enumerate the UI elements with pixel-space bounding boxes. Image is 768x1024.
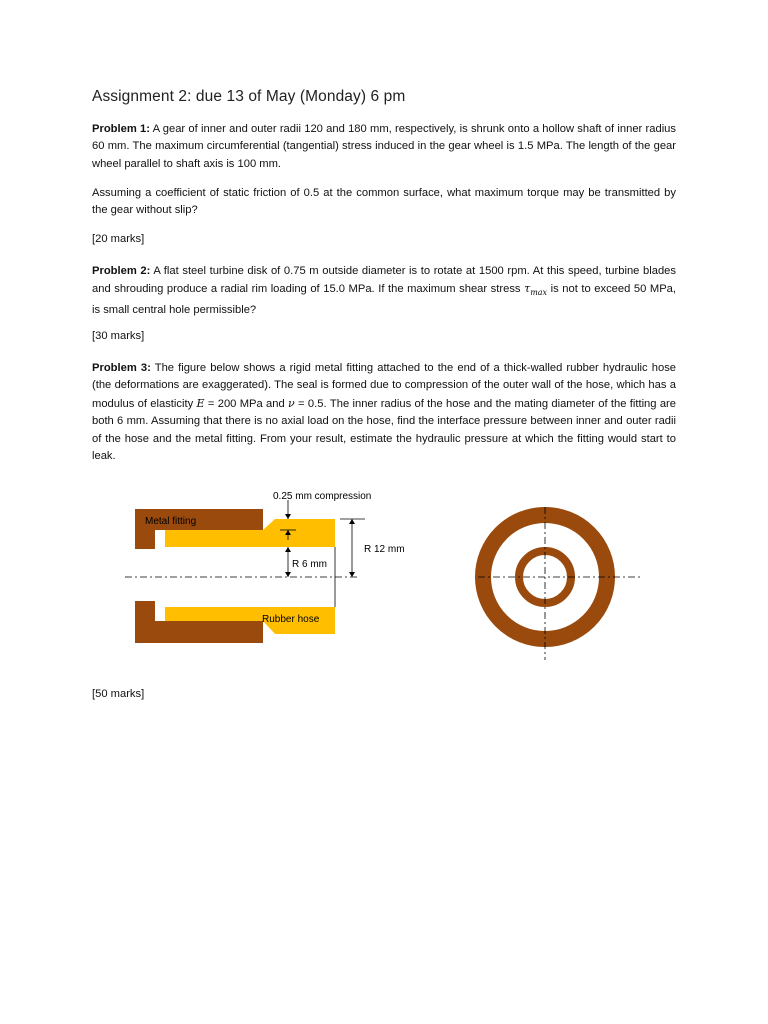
r12-label: R 12 mm (364, 544, 405, 555)
modulus-symbol: E (196, 396, 205, 410)
metal-fitting-label: Metal fitting (145, 516, 197, 527)
compression-label: 0.25 mm compression (273, 491, 372, 502)
problem-2-label: Problem 2: (92, 265, 151, 277)
r12-dimension (340, 519, 365, 577)
r6-label: R 6 mm (292, 559, 327, 570)
cross-section-view (478, 507, 642, 660)
problem-3-marks: [50 marks] (92, 688, 145, 700)
problem-3-label: Problem 3: (92, 362, 151, 374)
assignment-title: Assignment 2: due 13 of May (Monday) 6 pm (92, 88, 406, 105)
problem-2-text-before: A flat steel turbine disk of 0.75 m outside diameter is to rotate at 1500 rpm. At this speed, turbine blades and shrouding produce a radial rim loading of 15.0 MPa. If the maximum shear stress (92, 265, 676, 296)
problem-3-text-1: The figure below shows a rigid metal fitting attached to the end of a thick-walled rubber hydraulic hose (the deformations are exaggerated). The seal is formed due to compression of the outer wall of the hose, which has a modulus of elasticity (92, 362, 677, 410)
problem-1-question: Assuming a coefficient of static friction of 0.5 at the common surface, what maximum torque may be transmitted by the gear without slip? (92, 187, 676, 217)
problem-1-label: Problem 1: (92, 123, 150, 135)
problem-3-text-2: = 200 MPa and (207, 397, 285, 410)
problem-2-marks: [30 marks] (92, 330, 145, 342)
problem-1-marks: [20 marks] (92, 233, 145, 245)
problem-2-text-after: is not to exceed 50 MPa, is small central hole permissible? (92, 283, 677, 316)
problem-2-statement (92, 263, 676, 319)
tau-max-symbol: $\tau_{max}$ (524, 282, 548, 298)
r6-dimension (285, 547, 291, 577)
hose-fitting-figure (0, 480, 768, 670)
problem-1-text: A gear of inner and outer radii 120 and 180 mm, respectively, is shrunk onto a hollow shaft of inner radius 60 mm. The maximum circumferential (tangential) stress induced in the gear wheel is 1.5 MPa. The length of the gear wheel parallel to shaft axis is 100 mm. (92, 123, 676, 170)
problem-1-statement (92, 121, 676, 173)
problem-3-text-3: = 0.5. The inner radius of the hose and the mating diameter of the fitting are both 6 mm. Assuming that there is no axial load on the hose, find the interface pressure between inner and outer radii of the hose and the metal fitting. From your result, estimate the hydraulic pressure at which the fitting would start to leak. (92, 397, 676, 463)
rubber-hose-label: Rubber hose (262, 614, 320, 625)
poisson-symbol: ν (288, 396, 295, 410)
metal-fitting-shape (135, 509, 263, 643)
problem-3-statement (92, 360, 676, 465)
